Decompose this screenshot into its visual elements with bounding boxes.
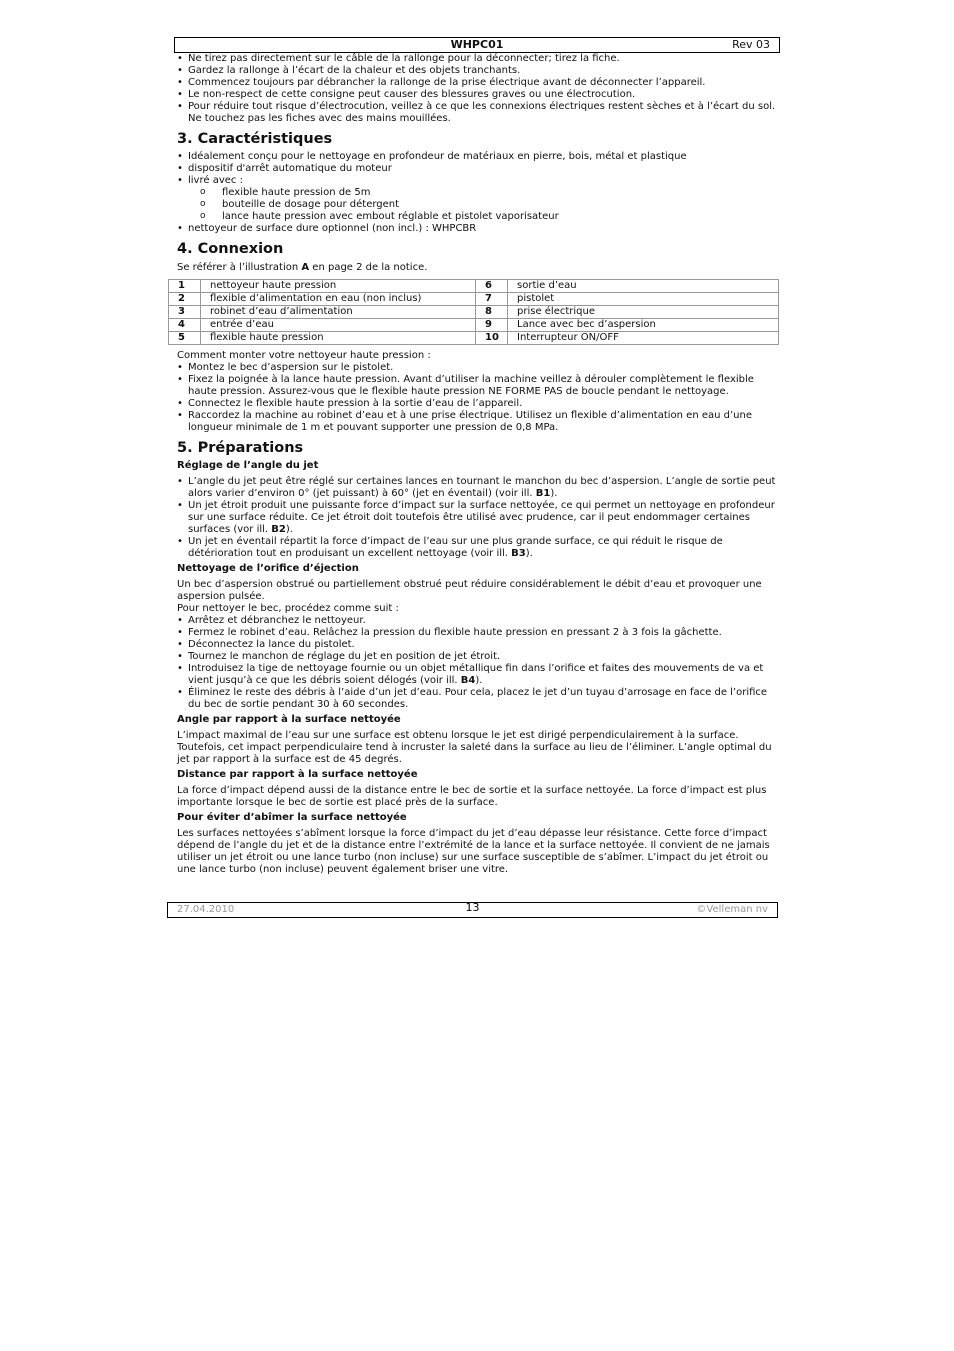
model-title: WHPC01 <box>450 38 504 51</box>
part-name: Interrupteur ON/OFF <box>508 332 779 345</box>
part-number: 1 <box>169 280 201 293</box>
part-number: 3 <box>169 306 201 319</box>
list-item: • Gardez la rallonge à l’écart de la chaleur et des objets tranchants. <box>177 65 779 77</box>
table-row <box>169 319 779 332</box>
part-number: 4 <box>169 319 201 332</box>
list-item: • Déconnectez la lance du pistolet. <box>177 639 779 651</box>
section-5-heading: 5. Préparations <box>177 440 304 456</box>
orifice-intro: Pour nettoyer le bec, procédez comme suit : <box>177 603 399 614</box>
item-text-end: ). <box>285 524 293 535</box>
figure-ref: B1 <box>535 488 551 499</box>
list-item: • Fixez la poignée à la lance haute pression. Avant d’utiliser la machine veillez à dérouler complètement le flexible haute pression. Assurez-vous que le flexible haute pression NE FORME PAS de boucle pendant le nettoyage. <box>177 374 779 398</box>
section-4-heading: 4. Connexion <box>177 241 284 257</box>
list-item: • nettoyeur de surface dure optionnel (non incl.) : WHPCBR <box>177 223 779 235</box>
assembly-list <box>177 362 779 434</box>
avoid-damage-paragraph: Les surfaces nettoyées s’abîment lorsque la force d’impact du jet d’eau dépasse leur résistance. Cette force d’impact dépend de l’angle du jet et de la distance entre l’extrémité de la lance et la surface nettoyée. Il convient de ne jamais utiliser un jet étroit ou une lance turbo (non incluse) sur une surface susceptible de s’abîmer. L’impact du jet étroit ou une lance turbo (non incluse) peuvent également briser une vitre. <box>177 828 770 875</box>
subheading-distance: Distance par rapport à la surface nettoyée <box>177 769 418 780</box>
part-number: 8 <box>476 306 508 319</box>
list-item: • Idéalement conçu pour le nettoyage en profondeur de matériaux en pierre, bois, métal et plastique <box>177 151 779 163</box>
part-name: entrée d’eau <box>201 319 476 332</box>
page-content <box>177 37 779 876</box>
part-name: pistolet <box>508 293 779 306</box>
list-item: • Commencez toujours par débrancher la rallonge de la prise électrique avant de déconnecter l’appareil. <box>177 77 779 89</box>
part-name: prise électrique <box>508 306 779 319</box>
part-number: 2 <box>169 293 201 306</box>
footer-date: 27.04.2010 <box>177 904 235 915</box>
list-item <box>177 536 779 560</box>
part-number: 5 <box>169 332 201 345</box>
part-name: sortie d’eau <box>508 280 779 293</box>
list-item: • livré avec : <box>177 175 779 187</box>
illustration-ref <box>177 262 779 274</box>
distance-paragraph: La force d’impact dépend aussi de la distance entre le bec de sortie et la surface nettoyée. La force d’impact est plus importante lorsque le bec de sortie est placé près de la surface. <box>177 785 767 808</box>
table-row <box>169 293 779 306</box>
subheading-orifice: Nettoyage de l’orifice d’éjection <box>177 563 359 574</box>
part-name: robinet d’eau d’alimentation <box>201 306 476 319</box>
features-list <box>177 151 779 187</box>
item-text: L’angle du jet peut être réglé sur certaines lances en tournant le manchon du bec d’aspersion. L’angle de sortie peut alors varier d’environ 0° (jet puissant) à 60° (jet en éventail) (voir ill. <box>188 476 776 499</box>
list-item: • Le non-respect de cette consigne peut causer des blessures graves ou une électrocution. <box>177 89 779 101</box>
subheading-surface-angle: Angle par rapport à la surface nettoyée <box>177 714 401 725</box>
part-number: 7 <box>476 293 508 306</box>
item-text-end: ). <box>525 548 533 559</box>
intro-text-end: en page 2 de la notice. <box>309 262 428 273</box>
list-item: • Fermez le robinet d’eau. Relâchez la pression du flexible haute pression en pressant 2 à 3 fois la gâchette. <box>177 627 779 639</box>
list-item: o lance haute pression avec embout réglable et pistolet vaporisateur <box>200 211 779 223</box>
list-item <box>177 663 779 687</box>
page-number: 13 <box>465 901 480 914</box>
intro-text: Se référer à l’illustration <box>177 262 302 273</box>
features-list-end <box>177 223 779 235</box>
orifice-paragraph: Un bec d’aspersion obstrué ou partiellement obstrué peut réduire considérablement le débit d’eau et provoquer une aspersion pulsée. <box>177 579 762 602</box>
list-item: o flexible haute pression de 5m <box>200 187 779 199</box>
item-text: Introduisez la tige de nettoyage fournie ou un objet métallique fin dans l’orifice et faites des mouvements de va et vient jusqu’à ce que les débris soient délogés (voir ill. <box>188 663 764 686</box>
list-item: • Tournez le manchon de réglage du jet en position de jet étroit. <box>177 651 779 663</box>
item-text-end: ). <box>550 488 558 499</box>
orifice-list <box>177 615 779 711</box>
list-item: • Éliminez le reste des débris à l’aide d’un jet d’eau. Pour cela, placez le jet d’un tuyau d’arrosage en face de l’orifice du bec de sortie pendant 30 à 60 secondes. <box>177 687 779 711</box>
part-name: flexible d’alimentation en eau (non inclus) <box>201 293 476 306</box>
part-name: Lance avec bec d’aspersion <box>508 319 779 332</box>
part-number: 10 <box>476 332 508 345</box>
list-item <box>177 476 779 500</box>
subheading-jet-angle: Réglage de l’angle du jet <box>177 460 319 471</box>
list-item: • Montez le bec d’aspersion sur le pistolet. <box>177 362 779 374</box>
section-3-heading: 3. Caractéristiques <box>177 131 333 147</box>
list-item: • Ne tirez pas directement sur le câble de la rallonge pour la déconnecter; tirez la fiche. <box>177 53 779 65</box>
table-row <box>169 280 779 293</box>
item-text: Un jet en éventail répartit la force d’impact de l’eau sur une plus grande surface, ce qui réduit le risque de détérioration tout en produisant un excellent nettoyage (voir ill. <box>188 536 723 559</box>
list-item: • Arrêtez et débranchez le nettoyeur. <box>177 615 779 627</box>
list-item: o bouteille de dosage pour détergent <box>200 199 779 211</box>
list-item: • Pour réduire tout risque d’électrocution, veillez à ce que les connexions électriques restent sèches et à l’écart du sol. Ne touchez pas les fiches avec des mains mouillées. <box>177 101 779 125</box>
parts-table <box>168 279 779 345</box>
list-item: • Raccordez la machine au robinet d’eau et à une prise électrique. Utilisez un flexible d’alimentation en eau d’une longueur minimale de 1 m et pouvant supporter une pression de 0,8 MPa. <box>177 410 779 434</box>
part-name: nettoyeur haute pression <box>201 280 476 293</box>
list-item <box>177 500 779 536</box>
part-number: 6 <box>476 280 508 293</box>
part-name: flexible haute pression <box>201 332 476 345</box>
assembly-intro: Comment monter votre nettoyeur haute pression : <box>177 350 431 361</box>
table-row <box>169 306 779 319</box>
list-item: • dispositif d'arrêt automatique du moteur <box>177 163 779 175</box>
figure-ref: B2 <box>271 524 286 535</box>
illustration-letter: A <box>301 262 310 273</box>
included-items-list <box>177 187 779 223</box>
surface-angle-paragraph: L’impact maximal de l’eau sur une surface est obtenu lorsque le jet est dirigé perpendiculairement à la surface. Toutefois, cet impact perpendiculaire tend à incruster la saleté dans la surface au lieu de l’éliminer. L’angle optimal du jet par rapport à la surface est de 45 degrés. <box>177 730 772 765</box>
part-number: 9 <box>476 319 508 332</box>
jet-angle-list <box>177 476 779 560</box>
figure-ref: B4 <box>460 675 476 686</box>
safety-list <box>177 53 779 125</box>
subheading-avoid-damage: Pour éviter d’abîmer la surface nettoyée <box>177 812 407 823</box>
footer-copyright: ©Velleman nv <box>696 904 768 915</box>
figure-ref: B3 <box>511 548 526 559</box>
table-row <box>169 332 779 345</box>
item-text-end: ). <box>475 675 483 686</box>
revision: Rev 03 <box>732 38 770 51</box>
item-text: Un jet étroit produit une puissante force d’impact sur la surface nettoyée, ce qui permet un nettoyage en profondeur sur une surface réduite. Ce jet étroit doit toutefois être utilisé avec prudence, car il peut endommager certaines surfaces (vor ill. <box>188 500 775 535</box>
list-item: • Connectez le flexible haute pression à la sortie d’eau de l’appareil. <box>177 398 779 410</box>
page-footer <box>167 902 778 918</box>
